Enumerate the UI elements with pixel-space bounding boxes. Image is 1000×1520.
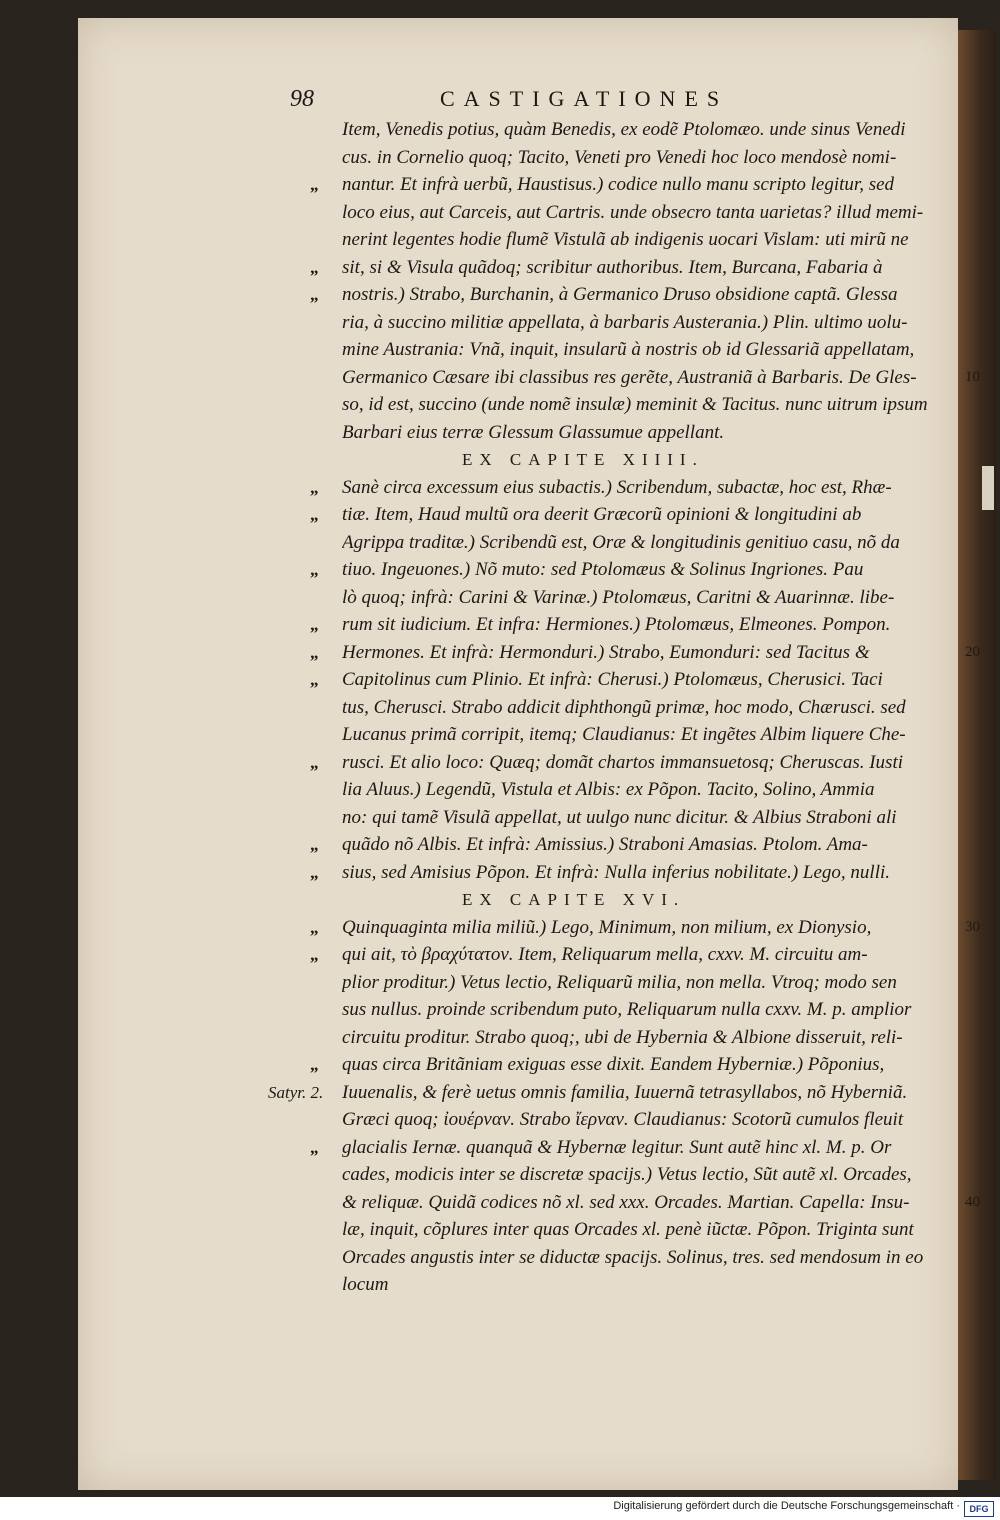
text-line: [342, 474, 962, 502]
text-line: [342, 419, 962, 447]
text-line-content: lò quoq; infrà: Carini & Varinæ.) Ptolomæus, Caritni & Auarinnæ. libe-: [342, 586, 895, 608]
text-line-content: ria, à succino militiæ appellata, à barbaris Austerania.) Plin. ultimo uolu-: [342, 311, 908, 333]
text-line-content: Item, Venedis potius, quàm Benedis, ex eodẽ Ptolomæo. unde sinus Venedi: [342, 119, 906, 140]
text-line-content: Agrippa traditæ.) Scribendũ est, Oræ & longitudinis genitiuo casu, nõ da: [342, 531, 900, 553]
text-line-content: Hermones. Et infrà: Hermonduri.) Strabo, Eumonduri: sed Tacitus &: [342, 641, 870, 663]
footer-bar: [0, 1497, 1000, 1520]
text-line-content: Sanè circa excessum eius subactis.) Scribendum, subactæ, hoc est, Rhæ-: [342, 476, 892, 498]
text-line: [342, 144, 962, 172]
text-line-content: EX CAPITE XIIII.: [462, 450, 704, 469]
margin-note-satyr: Satyr. 2.: [268, 1082, 324, 1102]
text-line-content: tiæ. Item, Haud multũ ora deerit Græcorũ opinioni & longitudini ab: [342, 504, 862, 525]
text-line: [342, 364, 962, 392]
text-line: [342, 914, 962, 942]
margin-quote-mark: „: [310, 560, 319, 579]
margin-quote-mark: „: [310, 862, 319, 882]
margin-quote-mark: „: [310, 285, 319, 304]
text-line: [342, 969, 962, 997]
text-line: [342, 116, 962, 144]
text-line: [342, 1189, 962, 1217]
text-line: [342, 941, 962, 969]
text-line: [342, 1271, 962, 1299]
chapter-heading: [342, 446, 962, 474]
text-line-content: so, id est, succino (unde nomẽ insulæ) meminit & Tacitus. nunc uitrum ipsum: [342, 394, 928, 415]
margin-quote-mark: „: [310, 1137, 319, 1157]
text-line: [342, 694, 962, 722]
text-line-content: Lucanus primã corripit, itemq; Claudianus: Et ingẽtes Albim liquere Che-: [342, 724, 906, 745]
text-line: [342, 1216, 962, 1244]
text-line-content: tiuo. Ingeuones.) Nõ muto: sed Ptolomæus & Solinus Ingriones. Pau: [342, 559, 864, 580]
text-line: [342, 226, 962, 254]
text-line: [342, 776, 962, 804]
margin-line-number: 40: [965, 1193, 980, 1210]
text-line-content: Capitolinus cum Plinio. Et infrà: Cherusi.) Ptolomæus, Cherusici. Taci: [342, 669, 883, 690]
text-line-content: Barbari eius terræ Glessum Glassumue appellant.: [342, 421, 725, 443]
chapter-heading: [342, 886, 962, 914]
text-line-content: Orcades angustis inter se diductæ spacijs. Solinus, tres. sed mendosum in eo: [342, 1246, 924, 1268]
text-line: [342, 391, 962, 419]
margin-quote-mark: „: [310, 175, 319, 194]
text-line: [342, 309, 962, 337]
margin-quote-mark: „: [310, 257, 319, 277]
text-line-content: no: qui tamẽ Visulã appellat, ut uulgo nunc dicitur. & Albius Straboni ali: [342, 806, 897, 828]
margin-quote-mark: „: [310, 642, 319, 662]
page-edge: [958, 30, 996, 1480]
text-line: [342, 1244, 962, 1272]
margin-quote-mark: „: [310, 752, 319, 772]
text-line-content: nostris.) Strabo, Burchanin, à Germanico Druso obsidione captã. Glessa: [342, 284, 898, 305]
text-line-content: rum sit iudicium. Et infra: Hermiones.) Ptolomæus, Elmeones. Pompon.: [342, 614, 891, 635]
text-line-content: nantur. Et infrà uerbũ, Haustisus.) codice nullo manu scripto legitur, sed: [342, 174, 895, 195]
text-line-content: Germanico Cæsare ibi classibus res gerẽte, Austraniã à Barbaris. De Gles-: [342, 366, 917, 388]
text-line: [342, 749, 962, 777]
text-line: [342, 859, 962, 887]
text-line-content: circuitu proditur. Strabo quoq;, ubi de Hybernia & Albione disseruit, reli-: [342, 1026, 903, 1048]
text-line: [342, 804, 962, 832]
text-line-content: Iuuenalis, & ferè uetus omnis familia, Iuuernã tetrasyllabos, nõ Hyberniã.: [342, 1081, 908, 1103]
text-line: [342, 171, 962, 199]
text-line-content: loco eius, aut Carceis, aut Cartris. unde obsecro tanta uarietas? illud memi-: [342, 201, 924, 223]
text-line: [342, 639, 962, 667]
text-line: [342, 1134, 962, 1162]
text-line-content: tus, Cherusci. Strabo addicit diphthongũ primæ, hoc modo, Chærusci. sed: [342, 696, 906, 718]
text-line: [342, 666, 962, 694]
text-line: [342, 336, 962, 364]
text-line: [342, 501, 962, 529]
text-line-content: locum: [342, 1274, 389, 1295]
margin-quote-mark: „: [310, 835, 319, 854]
footer-credit: Digitalisierung gefördert durch die Deutsche Forschungsgemeinschaft ·: [613, 1500, 960, 1512]
text-line: [342, 254, 962, 282]
text-line: [342, 281, 962, 309]
margin-quote-mark: „: [310, 505, 319, 524]
text-line-content: nerint legentes hodie flumẽ Vistulã ab indigenis uocari Vislam: uti mirũ ne: [342, 229, 909, 250]
text-line: [342, 831, 962, 859]
text-line-content: cades, modicis inter se discretæ spacijs.) Vetus lectio, Sũt autẽ xl. Orcades,: [342, 1164, 912, 1185]
margin-line-number: 30: [965, 918, 980, 935]
text-line: [342, 1024, 962, 1052]
text-line-content: lia Aluus.) Legendũ, Vistula et Albis: ex Põpon. Tacito, Solino, Ammia: [342, 779, 875, 800]
text-line-content: mine Austrania: Vnã, inquit, insularũ à nostris ob id Glessariã appellatam,: [342, 339, 915, 360]
text-line-content: rusci. Et alio loco: Quæq; domãt chartos immansuetosq; Cheruscas. Iusti: [342, 751, 904, 773]
margin-quote-mark: „: [310, 945, 319, 964]
text-line: [342, 721, 962, 749]
text-line: [342, 584, 962, 612]
text-line-content: quas circa Britãniam exiguas esse dixit. Eandem Hyberniæ.) Põponius,: [342, 1054, 885, 1075]
text-line: [342, 611, 962, 639]
main-text-block: [342, 116, 962, 1299]
text-line: [342, 199, 962, 227]
margin-quote-mark: „: [310, 917, 319, 937]
text-line-content: quãdo nõ Albis. Et infrà: Amissius.) Straboni Amasias. Ptolom. Ama-: [342, 834, 868, 855]
text-line-content: glacialis Iernæ. quanquã & Hybernæ legitur. Sunt autẽ hinc xl. M. p. Or: [342, 1136, 892, 1158]
margin-line-number: 10: [965, 368, 980, 385]
text-line: [342, 1079, 962, 1107]
text-line: [342, 556, 962, 584]
text-line-content: & reliquæ. Quidã codices nõ xl. sed xxx. Orcades. Martian. Capella: Insu-: [342, 1191, 910, 1213]
margin-quote-mark: „: [310, 1055, 319, 1074]
text-line: [342, 996, 962, 1024]
text-line-content: sit, si & Visula quãdoq; scribitur authoribus. Item, Burcana, Fabaria à: [342, 256, 883, 278]
text-line: [342, 1106, 962, 1134]
text-line: [342, 1161, 962, 1189]
text-line-content: sius, sed Amisius Põpon. Et infrà: Nulla inferius nobilitate.) Lego, nulli.: [342, 861, 891, 883]
dfg-logo: DFG: [964, 1501, 994, 1517]
text-line: [342, 1051, 962, 1079]
text-line-content: cus. in Cornelio quoq; Tacito, Veneti pro Venedi hoc loco mendosè nomi-: [342, 146, 897, 168]
running-head-title: CASTIGATIONES: [440, 86, 729, 111]
tab-marker: [982, 466, 994, 510]
text-line-content: plior proditur.) Vetus lectio, Reliquarũ milia, non mella. Vtroq; modo sen: [342, 971, 897, 993]
text-line-content: Græci quoq; ἰουέρναν. Strabo ἴερναν. Claudianus: Scotorũ cumulos fleuit: [342, 1109, 904, 1130]
margin-quote-mark: „: [310, 477, 319, 497]
margin-line-number: 20: [965, 643, 980, 660]
text-line-content: sus nullus. proinde scribendum puto, Reliquarum nulla cxxv. M. p. amplior: [342, 999, 912, 1020]
text-line: [342, 529, 962, 557]
margin-quote-mark: „: [310, 670, 319, 689]
page-number: 98: [290, 86, 314, 112]
running-head: [290, 86, 890, 116]
text-line-content: EX CAPITE XVI.: [462, 890, 686, 909]
text-line-content: læ, inquit, cõplures inter quas Orcades xl. penè iũctæ. Põpon. Triginta sunt: [342, 1219, 914, 1240]
text-line-content: qui ait, τὸ βραχύτατον. Item, Reliquarum mella, cxxv. M. circuitu am-: [342, 944, 868, 965]
margin-quote-mark: „: [310, 615, 319, 634]
text-line-content: Quinquaginta milia miliũ.) Lego, Minimum, non milium, ex Dionysio,: [342, 916, 872, 938]
